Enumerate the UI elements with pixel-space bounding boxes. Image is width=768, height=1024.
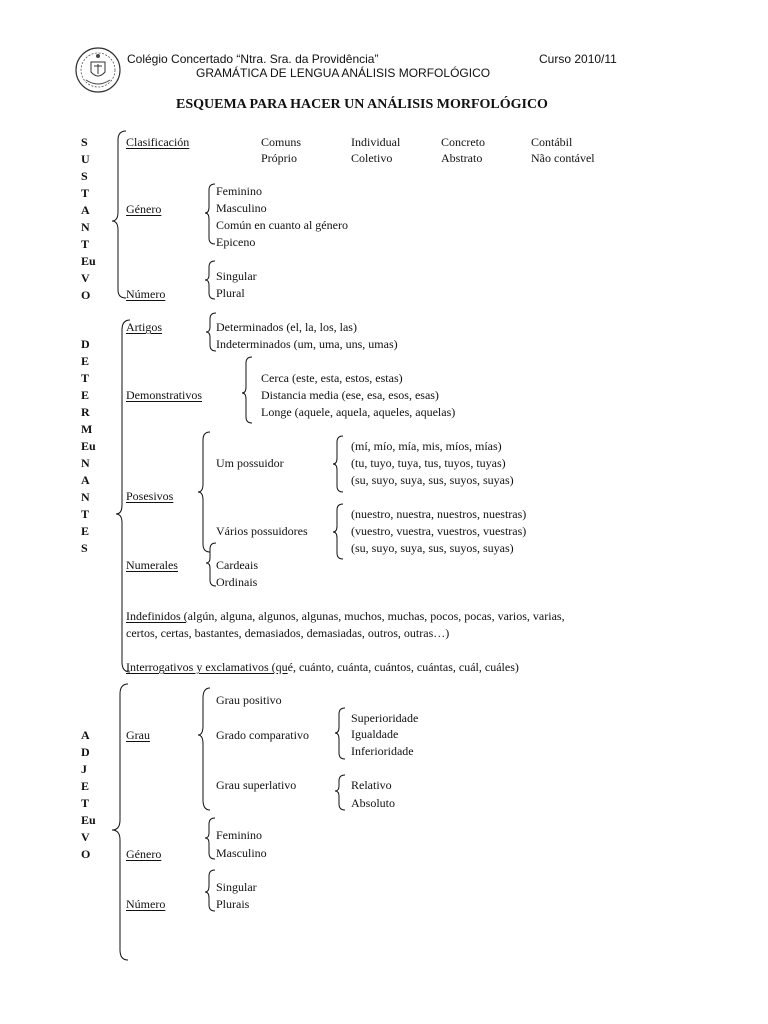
posesivo-form: (tu, tuyo, tuya, tus, tuyos, tuyas) (351, 456, 506, 470)
adj-numero-label: Número (126, 897, 166, 911)
demostrativos-label: Demonstrativos (126, 388, 202, 402)
vertical-letter: N (81, 456, 90, 470)
interrogativos-line (126, 660, 519, 674)
indefinidos-label: Indefinidos ( (126, 609, 188, 623)
articulos-item: Determinados (el, la, los, las) (216, 320, 357, 334)
posesivo-form: (su, suyo, suya, sus, suyos, suyas) (351, 541, 514, 555)
genero-item: Epiceno (216, 235, 256, 249)
grau-positivo: Grau positivo (216, 693, 282, 707)
numero-item: Plural (216, 286, 245, 300)
posesivos-label: Posesivos (126, 489, 174, 503)
adj-genero-item: Masculino (216, 846, 267, 860)
numero-item: Singular (216, 269, 257, 283)
interrogativos-list: é, cuánto, cuánta, cuántos, cuántas, cuál, cuáles) (287, 660, 519, 674)
demostrativos-item: Longe (aquele, aquela, aqueles, aquelas) (261, 405, 456, 419)
varios-possuidores-label: Vários possuidores (216, 524, 308, 538)
vertical-letter: E (81, 354, 90, 368)
comparativo-item: Igualdade (351, 727, 399, 741)
clasificacion-item: Coletivo (351, 151, 393, 165)
vertical-letter: A (81, 473, 90, 487)
vertical-letter: S (81, 541, 88, 555)
genero-item: Común en cuanto al género (216, 218, 348, 232)
vertical-letter: T (81, 186, 90, 200)
vertical-letter: S (81, 135, 88, 149)
vertical-letter: T (81, 371, 90, 385)
vertical-letter: R (81, 405, 90, 419)
page-title: ESQUEMA PARA HACER UN ANÁLISIS MORFOLÓGICO (176, 97, 548, 112)
superlativo-item: Relativo (351, 778, 392, 792)
indefinidos-line (126, 609, 565, 623)
vertical-letter: A (81, 203, 90, 217)
vertical-letter: O (81, 288, 91, 302)
clasificacion-item: Não contável (531, 151, 595, 165)
vertical-letter: N (81, 490, 90, 504)
vertical-letter: T (81, 796, 90, 810)
um-possuidor-label: Um possuidor (216, 456, 284, 470)
genero-label: Género (126, 202, 162, 216)
articulos-item: Indeterminados (um, uma, uns, umas) (216, 337, 398, 351)
vertical-letter: V (81, 830, 90, 844)
numerales-item: Ordinais (216, 575, 258, 589)
numerales-label: Numerales (126, 558, 178, 572)
superlativo-item: Absoluto (351, 796, 396, 810)
posesivo-form: (vuestro, vuestra, vuestros, vuestras) (351, 524, 527, 538)
vertical-letter: D (81, 337, 90, 351)
clasificacion-item: Individual (351, 135, 401, 149)
vertical-letter: Eu (81, 254, 96, 268)
vertical-letter: S (81, 169, 88, 183)
subject-heading: GRAMÁTICA DE LENGUA ANÁLISIS MORFOLÓGICO (196, 66, 491, 80)
clasificacion-label: Clasificación (126, 135, 190, 149)
comparativo-item: Superioridade (351, 711, 419, 725)
vertical-letter: U (81, 152, 90, 166)
numerales-item: Cardeais (216, 558, 258, 572)
clasificacion-item: Comuns (261, 135, 302, 149)
genero-item: Masculino (216, 201, 267, 215)
vertical-letter: E (81, 388, 90, 402)
posesivo-form: (nuestro, nuestra, nuestros, nuestras) (351, 507, 527, 521)
adj-genero-label: Género (126, 847, 162, 861)
genero-item: Feminino (216, 184, 263, 198)
vertical-letter: E (81, 524, 90, 538)
grau-label: Grau (126, 728, 150, 742)
articulos-label: Artigos (126, 320, 162, 334)
numero-label: Número (126, 287, 166, 301)
grado-comparativo: Grado comparativo (216, 728, 309, 742)
indefinidos-list-continued: certos, certas, bastantes, demasiados, demasiadas, outros, outras…) (126, 626, 450, 640)
demostrativos-item: Distancia media (ese, esa, esos, esas) (261, 388, 439, 402)
vertical-letter: T (81, 237, 90, 251)
vertical-letter: J (81, 762, 87, 776)
school-name: Colégio Concertado “Ntra. Sra. da Providência” (127, 52, 379, 66)
vertical-letter: D (81, 745, 90, 759)
grau-superlativo: Grau superlativo (216, 778, 297, 792)
course-year: Curso 2010/11 (539, 52, 617, 66)
vertical-letter: V (81, 271, 90, 285)
indefinidos-list: algún, alguna, algunos, algunas, muchos, muchas, pocos, pocas, varios, varias, (187, 609, 565, 623)
demostrativos-item: Cerca (este, esta, estos, estas) (261, 371, 403, 385)
posesivo-form: (mí, mío, mía, mis, míos, mías) (351, 439, 502, 453)
interrogativos-label: Interrogativos y exclamativos (qu (126, 660, 288, 674)
clasificacion-item: Abstrato (441, 151, 483, 165)
clasificacion-item: Contábil (531, 135, 573, 149)
comparativo-item: Inferioridade (351, 744, 414, 758)
vertical-letter: A (81, 728, 90, 742)
clasificacion-item: Próprio (261, 151, 297, 165)
clasificacion-item: Concreto (441, 135, 485, 149)
vertical-letter: E (81, 779, 90, 793)
adj-genero-item: Feminino (216, 828, 263, 842)
adj-numero-item: Plurais (216, 897, 250, 911)
posesivo-form: (su, suyo, suya, sus, suyos, suyas) (351, 473, 514, 487)
vertical-letter: Eu (81, 439, 96, 453)
adj-numero-item: Singular (216, 880, 257, 894)
vertical-letter: O (81, 847, 91, 861)
vertical-letter: T (81, 507, 90, 521)
vertical-letter: M (81, 422, 93, 436)
vertical-letter: Eu (81, 813, 96, 827)
vertical-letter: N (81, 220, 90, 234)
